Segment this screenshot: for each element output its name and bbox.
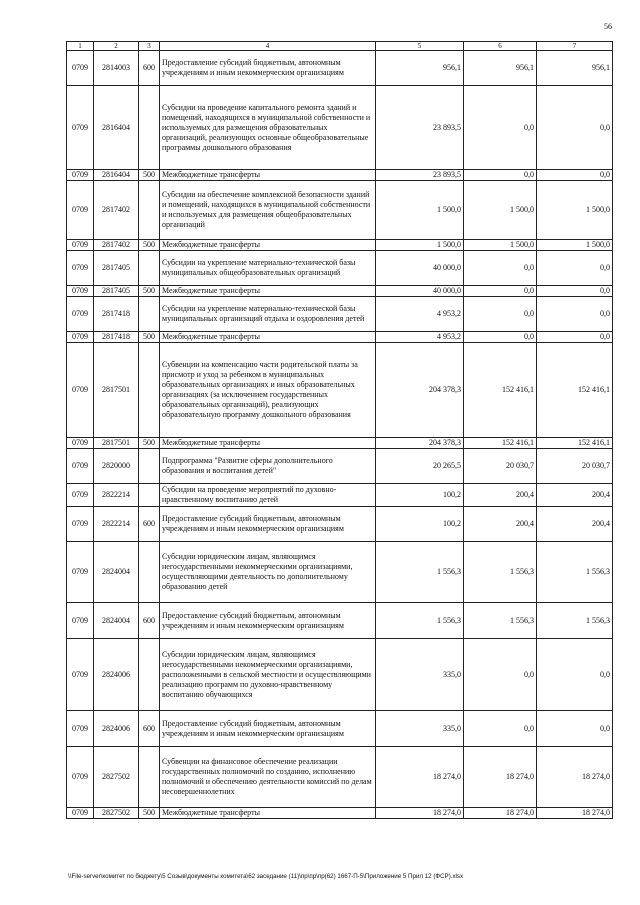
item-name-cell: Субсидии на проведение мероприятий по духовно-нравственному воспитанию детей [160,484,376,507]
column-header: 4 [160,42,376,51]
target-code-cell: 2817402 [94,240,139,251]
column-header: 2 [94,42,139,51]
item-name-cell: Субвенции на финансовое обеспечение реализации государственных полномочий по созданию, исполнению полномочий и обеспечению деятельности комиссий по делам несовершеннолетних [160,747,376,808]
item-name-cell: Субвенции на компенсацию части родительской платы за присмотр и уход за ребенком в муниципальных образовательных организациях и иных образовательных организациях (за исключением государственных образовательных организаций), реализующих образовательную программу дошкольного образования [160,343,376,438]
item-name-cell: Межбюджетные трансферты [160,808,376,819]
amount-cell-1: 18 274,0 [376,808,464,819]
expense-type-cell [139,747,160,808]
amount-cell-1: 23 893,5 [376,170,464,181]
amount-cell-3: 152 416,1 [537,438,613,449]
section-code-cell: 0709 [67,711,94,747]
amount-cell-3: 0,0 [537,711,613,747]
item-name-cell: Межбюджетные трансферты [160,332,376,343]
table-row [67,251,613,286]
section-code-cell: 0709 [67,484,94,507]
amount-cell-3: 0,0 [537,639,613,711]
item-name-cell: Субсидии на проведение капитального ремонта зданий и помещений, находящихся в муниципальной собственности и используемых для размещения образовательных организаций, реализующих основные общеобразовательные программы дошкольного образования [160,86,376,170]
section-code-cell: 0709 [67,603,94,639]
amount-cell-3: 1 556,3 [537,542,613,603]
amount-cell-3: 20 030,7 [537,449,613,484]
expense-type-cell [139,542,160,603]
table-row [67,542,613,603]
amount-cell-1: 23 893,5 [376,86,464,170]
item-name-cell: Субсидии на укрепление материально-технической базы муниципальных общеобразовательных организаций [160,251,376,286]
target-code-cell: 2817402 [94,181,139,240]
budget-table [66,41,613,819]
table-row [67,297,613,332]
expense-type-cell: 500 [139,240,160,251]
amount-cell-2: 200,4 [464,484,537,507]
table-row [67,170,613,181]
amount-cell-3: 0,0 [537,297,613,332]
amount-cell-1: 4 953,2 [376,297,464,332]
amount-cell-1: 204 378,3 [376,438,464,449]
expense-type-cell [139,484,160,507]
expense-type-cell: 600 [139,51,160,86]
section-code-cell: 0709 [67,240,94,251]
item-name-cell: Подпрограмма "Развитие сферы дополнительного образования и воспитания детей" [160,449,376,484]
target-code-cell: 2827502 [94,747,139,808]
table-row [67,711,613,747]
amount-cell-1: 1 500,0 [376,181,464,240]
section-code-cell: 0709 [67,170,94,181]
section-code-cell: 0709 [67,251,94,286]
footer-file-path: \\File-server\комитет по бюджету\5 Созыв\документы комитета\62 заседание (11)\пр\пр\пр(62) 1667-П-5\Приложение 5 Прил 12 (ФСР).xlsx [68,873,464,880]
expense-type-cell [139,449,160,484]
amount-cell-2: 200,4 [464,507,537,542]
page-number: 56 [604,22,612,31]
column-header: 3 [139,42,160,51]
table-row [67,343,613,438]
amount-cell-1: 100,2 [376,507,464,542]
table-row [67,484,613,507]
item-name-cell: Межбюджетные трансферты [160,438,376,449]
expense-type-cell: 500 [139,332,160,343]
amount-cell-2: 0,0 [464,639,537,711]
item-name-cell: Субсидии юридическим лицам, являющимся негосударственными некоммерческими организациями, осуществляющими деятельность по дополнительному образованию детей [160,542,376,603]
amount-cell-2: 0,0 [464,170,537,181]
amount-cell-3: 956,1 [537,51,613,86]
item-name-cell: Предоставление субсидий бюджетным, автономным учреждениям и иным некоммерческим организациям [160,603,376,639]
target-code-cell: 2824004 [94,603,139,639]
section-code-cell: 0709 [67,181,94,240]
expense-type-cell: 600 [139,507,160,542]
amount-cell-2: 0,0 [464,86,537,170]
amount-cell-1: 335,0 [376,711,464,747]
table-row [67,181,613,240]
amount-cell-2: 0,0 [464,332,537,343]
amount-cell-3: 200,4 [537,484,613,507]
amount-cell-2: 0,0 [464,286,537,297]
amount-cell-3: 1 500,0 [537,240,613,251]
item-name-cell: Предоставление субсидий бюджетным, автономным учреждениям и иным некоммерческим организациям [160,51,376,86]
expense-type-cell: 500 [139,438,160,449]
section-code-cell: 0709 [67,542,94,603]
amount-cell-1: 4 953,2 [376,332,464,343]
section-code-cell: 0709 [67,639,94,711]
target-code-cell: 2824006 [94,711,139,747]
target-code-cell: 2817501 [94,438,139,449]
amount-cell-1: 1 500,0 [376,240,464,251]
column-header: 1 [67,42,94,51]
amount-cell-3: 0,0 [537,286,613,297]
amount-cell-2: 956,1 [464,51,537,86]
table-row [67,332,613,343]
column-header: 6 [464,42,537,51]
section-code-cell: 0709 [67,808,94,819]
amount-cell-3: 0,0 [537,251,613,286]
item-name-cell: Субсидии юридическим лицам, являющимся негосударственными некоммерческими организациями, расположенными в сельской местности и осуществляющими реализацию программ по духовно-нравственному воспитанию обучающихся [160,639,376,711]
item-name-cell: Предоставление субсидий бюджетным, автономным учреждениям и иным некоммерческим организациям [160,507,376,542]
section-code-cell: 0709 [67,438,94,449]
amount-cell-3: 1 500,0 [537,181,613,240]
item-name-cell: Предоставление субсидий бюджетным, автономным учреждениям и иным некоммерческим организациям [160,711,376,747]
amount-cell-2: 1 500,0 [464,181,537,240]
amount-cell-2: 152 416,1 [464,438,537,449]
target-code-cell: 2824004 [94,542,139,603]
table-row [67,438,613,449]
expense-type-cell [139,86,160,170]
table-row [67,240,613,251]
section-code-cell: 0709 [67,51,94,86]
expense-type-cell: 500 [139,286,160,297]
target-code-cell: 2822214 [94,507,139,542]
amount-cell-1: 20 265,5 [376,449,464,484]
section-code-cell: 0709 [67,747,94,808]
amount-cell-2: 20 030,7 [464,449,537,484]
table-row [67,747,613,808]
amount-cell-3: 18 274,0 [537,808,613,819]
item-name-cell: Субсидии на обеспечение комплексной безопасности зданий и помещений, находящихся в муниципальной собственности и используемых для размещения общеобразовательных организаций [160,181,376,240]
amount-cell-2: 1 556,3 [464,542,537,603]
column-header: 5 [376,42,464,51]
amount-cell-3: 1 556,3 [537,603,613,639]
target-code-cell: 2820000 [94,449,139,484]
amount-cell-2: 152 416,1 [464,343,537,438]
amount-cell-1: 40 000,0 [376,286,464,297]
target-code-cell: 2816404 [94,86,139,170]
amount-cell-2: 18 274,0 [464,808,537,819]
amount-cell-1: 100,2 [376,484,464,507]
target-code-cell: 2817418 [94,297,139,332]
expense-type-cell: 500 [139,170,160,181]
table-row [67,449,613,484]
expense-type-cell [139,297,160,332]
column-number-row [67,42,613,51]
amount-cell-1: 335,0 [376,639,464,711]
target-code-cell: 2817501 [94,343,139,438]
section-code-cell: 0709 [67,297,94,332]
amount-cell-2: 1 500,0 [464,240,537,251]
item-name-cell: Субсидии на укрепление материально-технической базы муниципальных организаций отдыха и оздоровления детей [160,297,376,332]
amount-cell-1: 204 378,3 [376,343,464,438]
expense-type-cell [139,343,160,438]
amount-cell-1: 1 556,3 [376,603,464,639]
section-code-cell: 0709 [67,86,94,170]
table-row [67,286,613,297]
expense-type-cell [139,251,160,286]
amount-cell-1: 40 000,0 [376,251,464,286]
target-code-cell: 2817405 [94,251,139,286]
amount-cell-2: 0,0 [464,251,537,286]
section-code-cell: 0709 [67,449,94,484]
amount-cell-3: 152 416,1 [537,343,613,438]
amount-cell-2: 1 556,3 [464,603,537,639]
expense-type-cell: 600 [139,603,160,639]
table-row [67,808,613,819]
section-code-cell: 0709 [67,507,94,542]
amount-cell-2: 0,0 [464,297,537,332]
amount-cell-3: 18 274,0 [537,747,613,808]
table-row [67,507,613,542]
expense-type-cell: 600 [139,711,160,747]
table-row [67,86,613,170]
item-name-cell: Межбюджетные трансферты [160,170,376,181]
amount-cell-1: 18 274,0 [376,747,464,808]
target-code-cell: 2814003 [94,51,139,86]
amount-cell-3: 0,0 [537,86,613,170]
section-code-cell: 0709 [67,286,94,297]
target-code-cell: 2827502 [94,808,139,819]
amount-cell-1: 956,1 [376,51,464,86]
target-code-cell: 2824006 [94,639,139,711]
table-row [67,603,613,639]
table-row [67,639,613,711]
section-code-cell: 0709 [67,332,94,343]
amount-cell-3: 200,4 [537,507,613,542]
expense-type-cell [139,181,160,240]
target-code-cell: 2817405 [94,286,139,297]
section-code-cell: 0709 [67,343,94,438]
amount-cell-2: 18 274,0 [464,747,537,808]
amount-cell-1: 1 556,3 [376,542,464,603]
target-code-cell: 2822214 [94,484,139,507]
amount-cell-3: 0,0 [537,332,613,343]
expense-type-cell [139,639,160,711]
item-name-cell: Межбюджетные трансферты [160,240,376,251]
item-name-cell: Межбюджетные трансферты [160,286,376,297]
target-code-cell: 2816404 [94,170,139,181]
amount-cell-2: 0,0 [464,711,537,747]
expense-type-cell: 500 [139,808,160,819]
column-header: 7 [537,42,613,51]
target-code-cell: 2817418 [94,332,139,343]
amount-cell-3: 0,0 [537,170,613,181]
table-row [67,51,613,86]
